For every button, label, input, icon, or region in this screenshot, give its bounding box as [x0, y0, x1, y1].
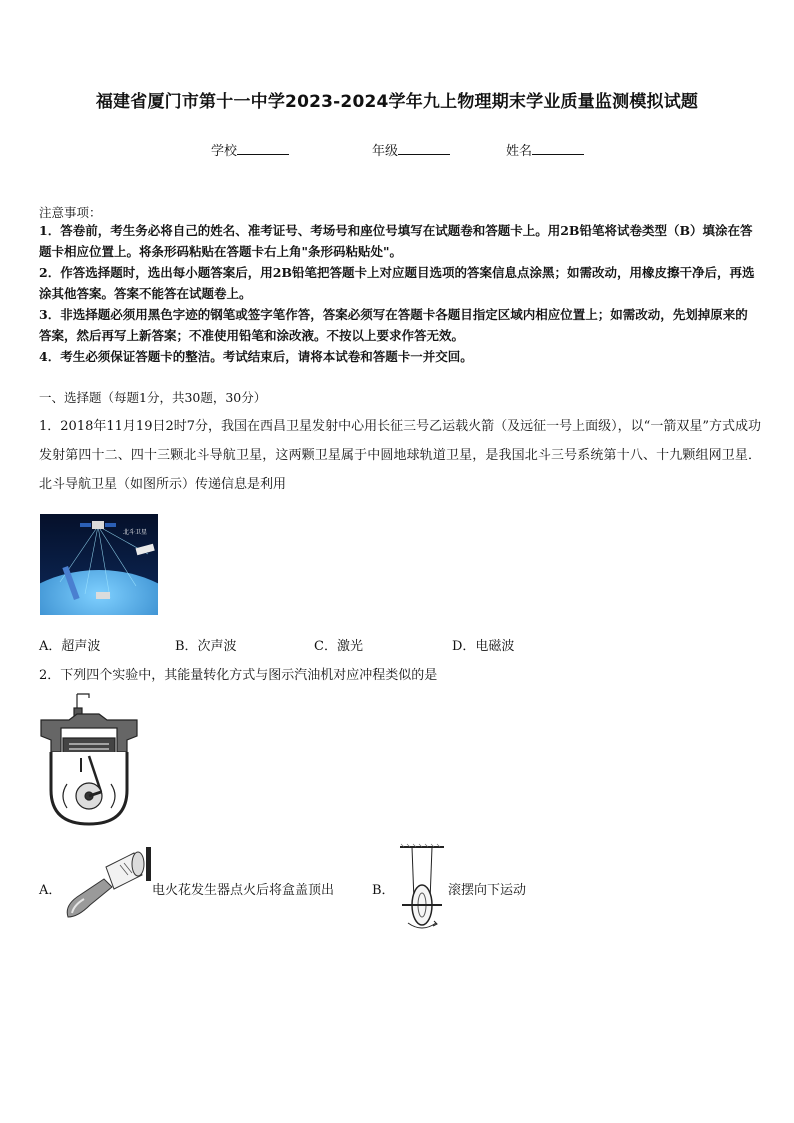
question-2-option-b-text: 滚摆向下运动 — [448, 883, 527, 898]
notice-item-4: 4．考生必须保证答题卡的整洁。考试结束后，请将本试卷和答题卡一并交回。 — [39, 349, 473, 364]
question-1-option-b: B．次声波 — [175, 639, 237, 654]
name-blank — [532, 142, 584, 155]
question-1-option-a: A．超声波 — [39, 639, 101, 654]
grade-blank — [398, 142, 450, 155]
question-1-text: 1．2018年11月19日2时7分，我国在西昌卫星发射中心用长征三号乙运载火箭（及远征一号上面级），以“一箭双星”方式成功发射第四十二、四十三颗北斗导航卫星，这两颗卫星属于中圆地球轨道卫星，是我国北斗三号系统第十八、十九颗组网卫星．北斗导航卫星（如图所示）传递信息是利用 — [39, 419, 761, 492]
section-heading: 一、选择题（每题1分，共30题，30分） — [39, 390, 267, 405]
notice-heading: 注意事项： — [39, 205, 102, 220]
name-field — [506, 140, 584, 159]
maxwell-pendulum-image — [398, 843, 446, 933]
question-2-option-a-letter: A． — [39, 883, 62, 898]
question-2-text: 2．下列四个实验中，其能量转化方式与图示汽油机对应冲程类似的是 — [39, 668, 438, 683]
page-title: 福建省厦门市第十一中学2023-2024学年九上物理期末学业质量监测模拟试题 — [95, 92, 699, 112]
grade-field — [372, 140, 450, 159]
spark-generator-figure — [60, 845, 152, 925]
notice-item-2: 2．作答选择题时，选出每小题答案后，用2B铅笔把答题卡上对应题目选项的答案信息点涂黑；如需改动，用橡皮擦干净后，再选涂其他答案。答案不能答在试题卷上。 — [39, 265, 755, 301]
grade-label: 年级 — [372, 144, 399, 159]
question-2-option-b-letter: B． — [372, 883, 395, 898]
school-label: 学校 — [211, 144, 238, 159]
notice-item-1: 1．答卷前，考生务必将自己的姓名、准考证号、考场号和座位号填写在试题卷和答题卡上。用2B铅笔将试卷类型（B）填涂在答题卡相应位置上。将条形码粘贴在答题卡右上角"条形码粘贴处"。 — [39, 223, 753, 259]
figure-label: 北斗卫星 — [123, 529, 148, 536]
spark-generator-image — [60, 845, 152, 925]
school-blank — [237, 142, 289, 155]
engine-cylinder-image — [37, 692, 142, 830]
notice-item-3: 3．非选择题必须用黑色字迹的钢笔或签字笔作答，答案必须写在答题卡各题目指定区域内相应位置上；如需改动，先划掉原来的答案，然后再写上新答案；不准使用铅笔和涂改液。不按以上要求作答无效。 — [39, 307, 748, 343]
gasoline-engine-figure — [37, 692, 142, 830]
question-1-option-d: D．电磁波 — [452, 639, 515, 654]
beidou-satellite-image — [40, 514, 158, 615]
name-label: 姓名 — [506, 144, 533, 159]
question-2-option-a-text: 电火花发生器点火后将盒盖顶出 — [152, 883, 335, 898]
beidou-satellite-figure — [40, 514, 158, 615]
question-1-option-c: C．激光 — [314, 639, 363, 654]
school-field — [211, 140, 289, 159]
maxwell-pendulum-figure — [398, 843, 446, 933]
